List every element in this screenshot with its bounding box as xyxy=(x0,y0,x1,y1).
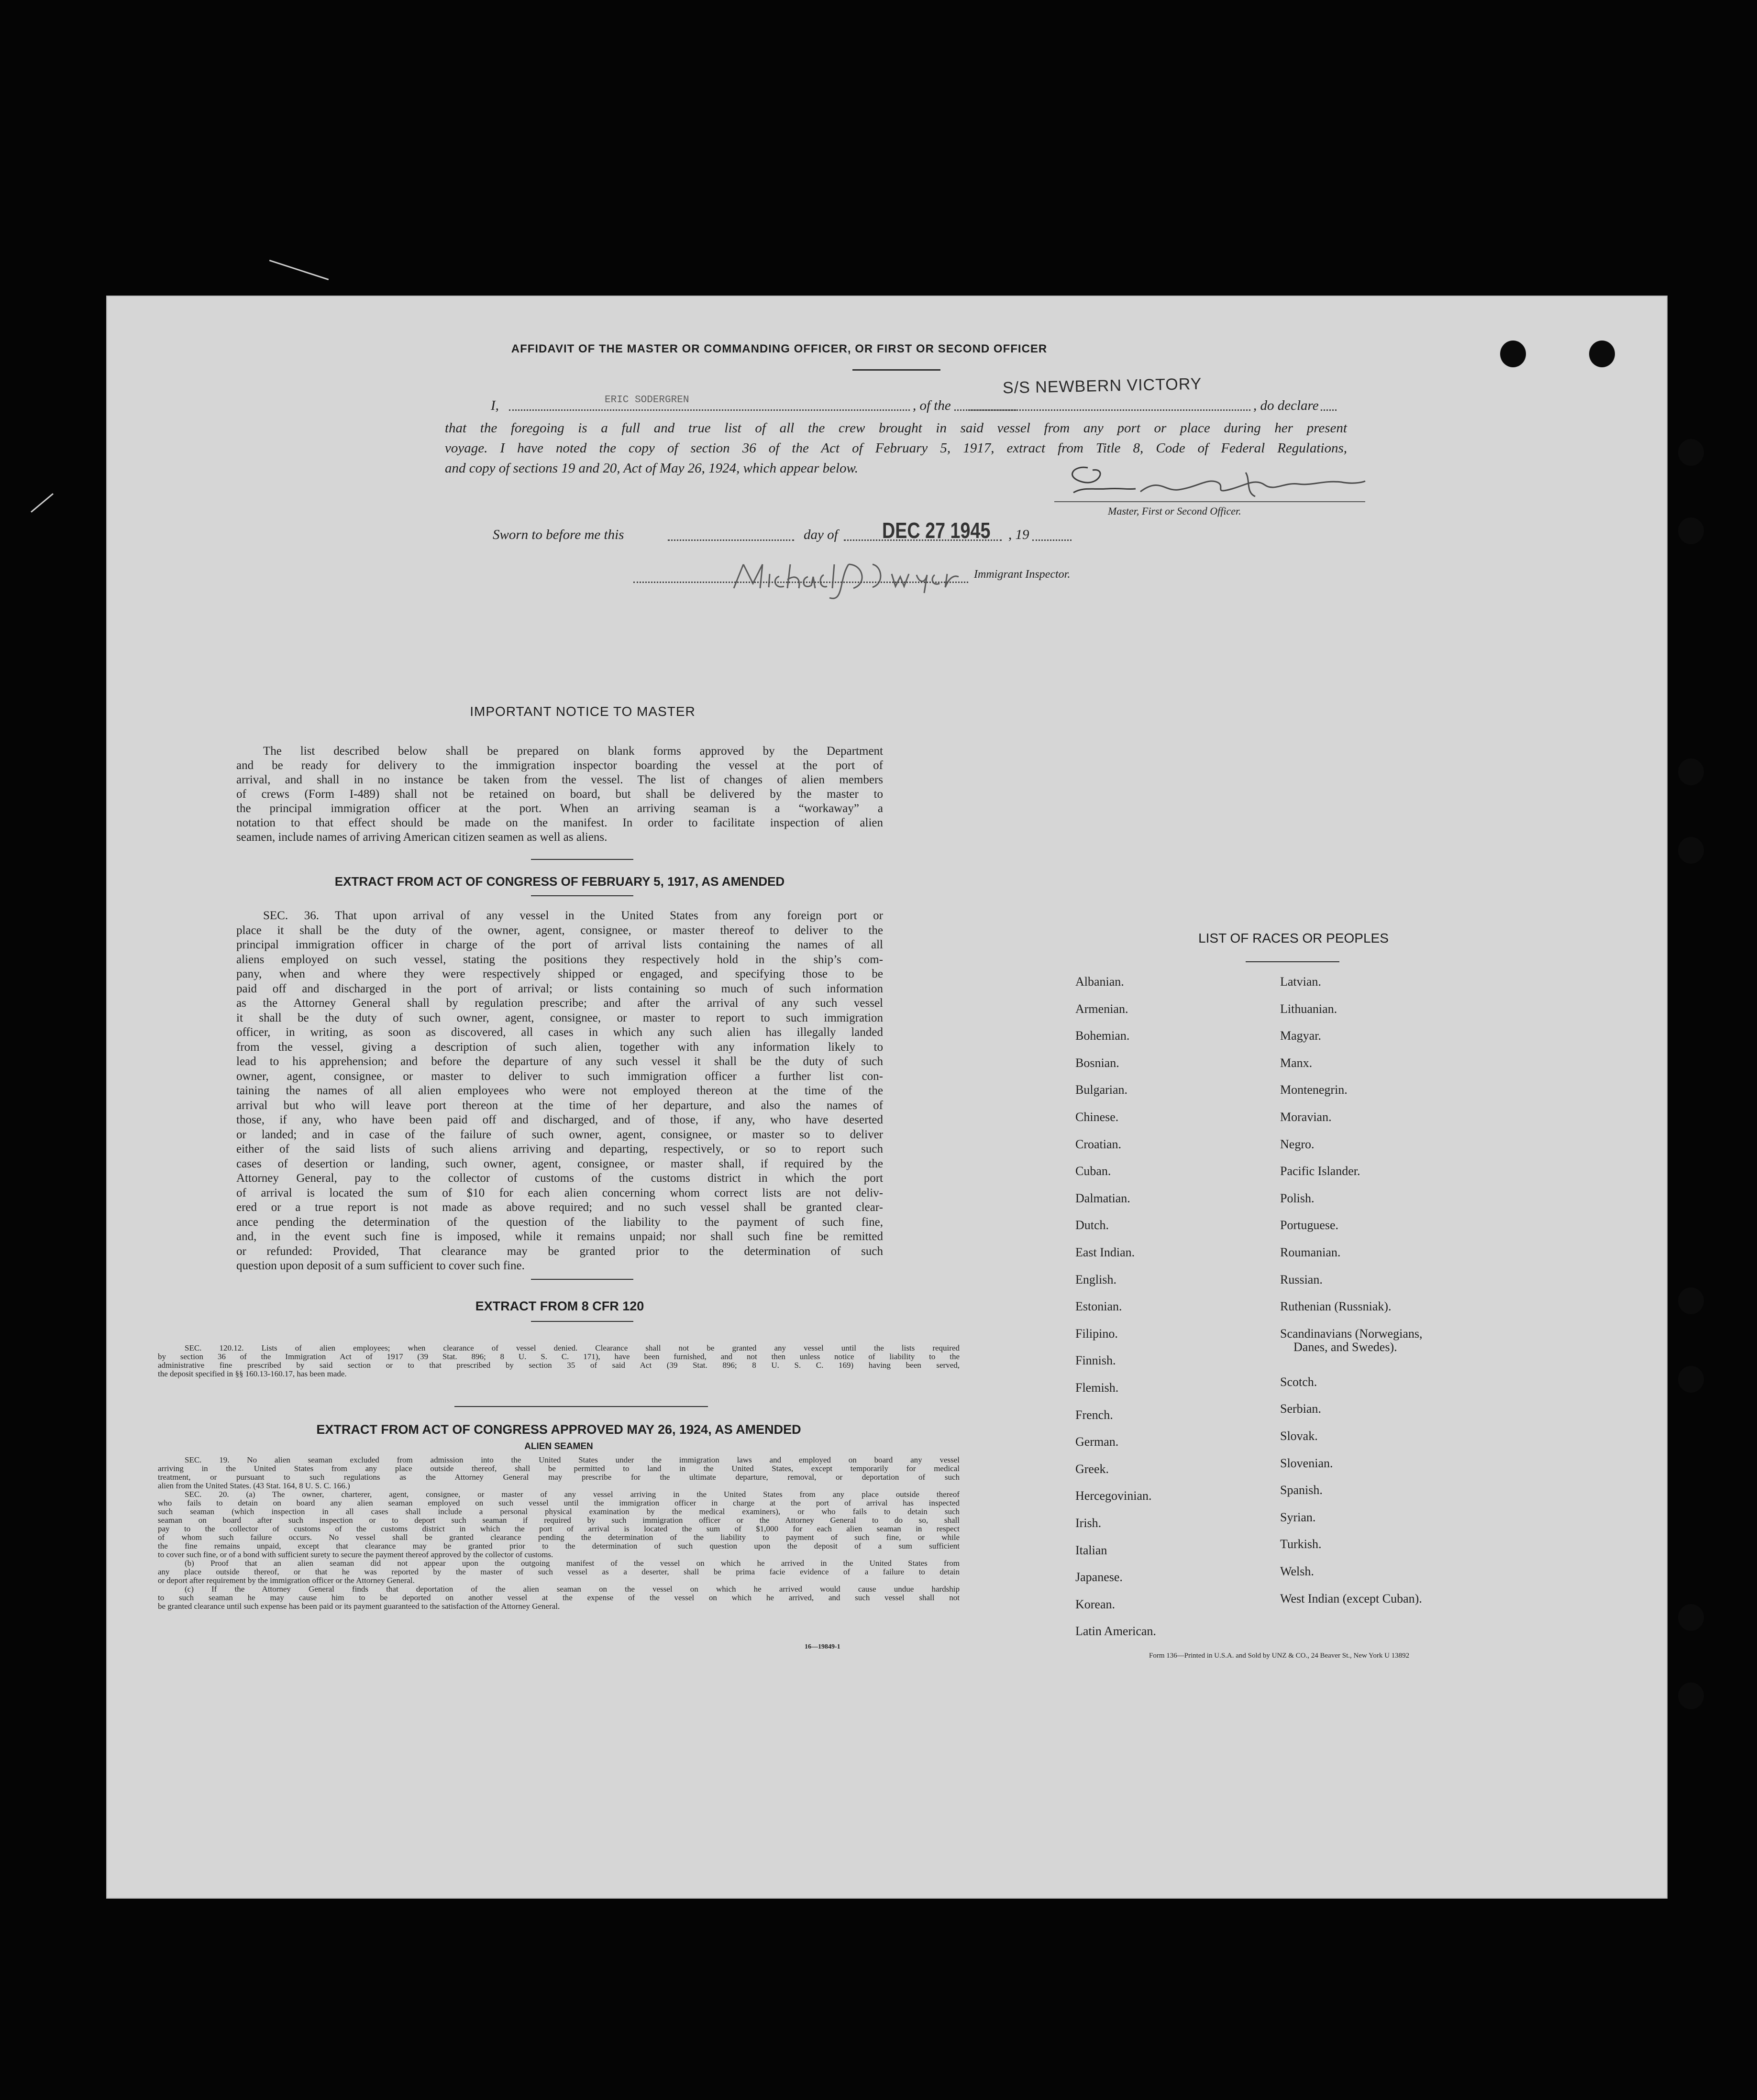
text-line: be granted clearance until such expense has been paid or its payment guaranteed to the satisfaction of the Attorney General. xyxy=(158,1602,560,1611)
race-item: Syrian. xyxy=(1280,1510,1316,1524)
races-title: LIST OF RACES OR PEOPLES xyxy=(1198,931,1389,946)
manifest-back-page xyxy=(106,296,1668,1899)
race-item: Croatian. xyxy=(1075,1137,1122,1151)
punch-hole xyxy=(1589,341,1615,367)
of-the-text: , of the xyxy=(911,398,953,414)
race-item: Spanish. xyxy=(1280,1483,1323,1497)
race-item: West Indian (except Cuban). xyxy=(1280,1591,1422,1605)
text-line: SEC. 20. (a) The owner, charterer, agent, consignee, or master of any vessel arriving in the United States from any place outside thereof xyxy=(185,1490,960,1499)
race-item: Bosnian. xyxy=(1075,1055,1119,1070)
text-line: of crews (Form I-489) shall not be retained on board, but shall be delivered by the master to xyxy=(236,788,883,801)
master-caption: Master, First or Second Officer. xyxy=(1108,505,1241,517)
race-item: Moravian. xyxy=(1280,1110,1332,1124)
punch-hole xyxy=(1678,517,1704,544)
text-line: arrival, and shall in no instance be taken from the vessel. The list of changes of alien members xyxy=(236,773,883,786)
notice-body xyxy=(236,744,883,845)
text-line: by section 36 of the Immigration Act of 1917 (39 Stat. 896; 8 U. S. C. 171), have been furnished, and not then unless notice of liability to the xyxy=(158,1352,960,1361)
extract-1924-body xyxy=(158,1456,960,1611)
text-line: and, in the event such fine is imposed, while it remains unpaid; nor shall such fine be remitted xyxy=(236,1230,883,1243)
date-stamp: DEC 27 1945 xyxy=(882,518,991,543)
extract-1924-title: EXTRACT FROM ACT OF CONGRESS APPROVED MAY 26, 1924, AS AMENDED xyxy=(316,1422,801,1437)
extract-1917-body xyxy=(236,909,883,1274)
text-line: (b) Proof that an alien seaman did not appear upon the outgoing manifest of the vessel on which he arrived in the United States from xyxy=(185,1559,960,1568)
title-rule xyxy=(852,369,940,371)
race-item: Latvian. xyxy=(1280,975,1321,989)
race-item: German. xyxy=(1075,1435,1119,1449)
race-item: Finnish. xyxy=(1075,1353,1116,1368)
punch-hole xyxy=(1678,1366,1704,1393)
text-line: and be ready for delivery to the immigration inspector boarding the vessel at the port of xyxy=(236,759,883,772)
text-line: or landed; and in case of the failure of such owner, agent, consignee, or master so to deliver xyxy=(236,1128,883,1141)
day-of-text: day of xyxy=(804,527,838,542)
extract-1917-end-rule xyxy=(531,1279,633,1280)
affidavit-line-2: voyage. I have noted the copy of section 36 of the Act of February 5, 1917, extract from Title 8, Code of Federal Regulations, xyxy=(445,440,1347,456)
master-name-typed: ERIC SODERGREN xyxy=(605,395,689,406)
text-line: SEC. 120.12. Lists of alien employees; when clearance of vessel denied. Clearance shall not be granted any vessel until the lists required xyxy=(185,1344,960,1352)
text-line: arrival but who will leave port thereon at the time of her departure, and also the names of xyxy=(236,1099,883,1112)
text-line: the deposit specified in §§ 160.13-160.17, has been made. xyxy=(158,1370,347,1378)
text-line: such seaman (which inspection in all cases shall include a personal physical examination by the medical examiners), or who fails to detain such xyxy=(158,1507,960,1516)
text-line: lead to his apprehension; and before the departure of any such vessel it shall be the duty of such xyxy=(236,1055,883,1068)
race-item: Flemish. xyxy=(1075,1381,1119,1395)
vessel-name-stamp: S/S NEWBERN VICTORY xyxy=(1002,374,1202,397)
race-item: Dutch. xyxy=(1075,1218,1109,1232)
race-item: Scotch. xyxy=(1280,1374,1317,1389)
race-item: East Indian. xyxy=(1075,1245,1135,1259)
text-line: either of the said lists of such aliens arriving and departing, respectively, or so to report such xyxy=(236,1143,883,1155)
race-item: Portuguese. xyxy=(1280,1218,1339,1232)
text-line: those, if any, who have been paid off and discharged, and of those, if any, who have deserted xyxy=(236,1113,883,1126)
affidavit-title: AFFIDAVIT OF THE MASTER OR COMMANDING OFFICER, OR FIRST OR SECOND OFFICER xyxy=(511,342,1048,355)
punch-hole xyxy=(1678,1682,1704,1709)
text-line: officer, in writing, as soon as discovered, all cases in which any such alien has illegally landed xyxy=(236,1026,883,1039)
text-line: ered or a true report is not made as above required; and no such vessel shall be granted clear- xyxy=(236,1201,883,1214)
extract-1917-title: EXTRACT FROM ACT OF CONGRESS OF FEBRUARY 5, 1917, AS AMENDED xyxy=(334,874,785,889)
film-scratch xyxy=(31,493,54,513)
race-item: Armenian. xyxy=(1075,1001,1128,1016)
year-line xyxy=(1032,539,1072,541)
race-item: Bulgarian. xyxy=(1075,1083,1128,1097)
text-line: treatment, or pursuant to such regulations as the Attorney General may prescribe for the ultimate departure, removal, or deportation of such xyxy=(158,1473,960,1482)
text-line: paid off and discharged in the port of arrival; or lists containing so much of such information xyxy=(236,982,883,995)
notice-rule xyxy=(531,859,633,860)
race-item: Serbian. xyxy=(1280,1402,1321,1416)
affidavit-i: I, xyxy=(491,398,499,413)
race-item: Albanian. xyxy=(1075,975,1124,989)
extract-cfr-title: EXTRACT FROM 8 CFR 120 xyxy=(475,1299,644,1313)
race-item: Latin American. xyxy=(1075,1624,1156,1638)
text-line: SEC. 19. No alien seaman excluded from admission into the United States under the immigration laws and employed on board any vessel xyxy=(185,1456,960,1464)
text-line: ance pending the determination of the question of the liability to the payment of such fine, xyxy=(236,1215,883,1229)
race-item: Hercegovinian. xyxy=(1075,1489,1152,1503)
punch-hole xyxy=(1678,1604,1704,1631)
text-line: seaman on board after such inspection or to deport such seaman if required by such immigration officer or the Attorney General to do so, shall xyxy=(158,1516,960,1525)
punch-hole xyxy=(1678,837,1704,864)
text-line: place it shall be the duty of the owner, agent, consignee, or master thereof to deliver to the xyxy=(236,924,883,937)
text-line: to such seaman he may cause him to be deported on another vessel at the expense of the vessel on which he arrived, and such vessel shall not xyxy=(158,1594,960,1602)
text-line: of whom such failure occurs. No vessel shall be granted clearance pending the determination of the liability to payment of such fine, or while xyxy=(158,1533,960,1542)
race-item: Japanese. xyxy=(1075,1570,1123,1584)
text-line: cases of desertion or landing, such owner, agent, consignee, or master shall, if required by the xyxy=(236,1157,883,1170)
race-item: Ruthenian (Russniak). xyxy=(1280,1299,1392,1314)
inspector-caption: Immigrant Inspector. xyxy=(974,568,1071,581)
extract-cfr-rule xyxy=(531,1321,633,1322)
text-line: or refunded: Provided, That clearance may be granted prior to the determination of such xyxy=(236,1244,883,1258)
race-item: Dalmatian. xyxy=(1075,1191,1130,1205)
text-line: administrative fine prescribed by said section or to that prescribed by section 35 of said Act (39 Stat. 896; 8 U. S. C. 169) having been served, xyxy=(158,1361,960,1370)
text-line: or deport after requirement by the immigration officer or the Attorney General. xyxy=(158,1576,415,1585)
race-item: French. xyxy=(1075,1407,1113,1422)
text-line: taining the names of all alien employees who were not employed thereon at the time of the xyxy=(236,1084,883,1097)
master-signature xyxy=(1054,449,1370,506)
text-line: to cover such fine, or of a bond with sufficient surety to secure the payment thereof approved by the collector of customs. xyxy=(158,1550,553,1559)
race-item: Filipino. xyxy=(1075,1326,1118,1341)
race-item: Cuban. xyxy=(1075,1164,1111,1178)
text-line: the principal immigration officer at the port. When an arriving seaman is a “workaway” a xyxy=(236,802,883,815)
extract-1924-subtitle: ALIEN SEAMEN xyxy=(524,1441,593,1451)
sworn-text: Sworn to before me this xyxy=(493,527,624,542)
race-item: Scandinavians (Norwegians, xyxy=(1280,1326,1423,1341)
race-item: Lithuanian. xyxy=(1280,1001,1337,1016)
text-line: principal immigration officer in charge of the port of arrival lists containing the names of all xyxy=(236,938,883,951)
text-line: The list described below shall be prepared on blank forms approved by the Department xyxy=(263,745,883,758)
race-item: Chinese. xyxy=(1075,1110,1119,1124)
form-code: 16—19849-1 xyxy=(805,1643,840,1650)
text-line: owner, agent, consignee, or master to deliver to such immigration officer a further list con- xyxy=(236,1069,883,1083)
race-item: Slovenian. xyxy=(1280,1456,1333,1470)
text-line: SEC. 36. That upon arrival of any vessel in the United States from any foreign port or xyxy=(263,909,883,922)
extract-1917-rule xyxy=(531,895,633,896)
text-line: who fails to detain on board any alien seaman employed on such vessel until the immigration officer in charge at the port of arrival has inspected xyxy=(158,1499,960,1507)
text-line: pany, when and where they were respectively shipped or engaged, and specifying those to be xyxy=(236,968,883,980)
printer-line: Form 136—Printed in U.S.A. and Sold by UNZ & CO., 24 Beaver St., New York U 13892 xyxy=(1149,1652,1410,1660)
race-item: Polish. xyxy=(1280,1191,1315,1205)
race-item: Russian. xyxy=(1280,1272,1323,1286)
punch-hole xyxy=(1500,341,1526,367)
punch-hole xyxy=(1678,759,1704,785)
punch-hole xyxy=(1678,439,1704,466)
inspector-line xyxy=(633,582,968,583)
master-signature-line xyxy=(1054,501,1365,502)
race-item: Korean. xyxy=(1075,1597,1116,1611)
year-suffix: , 19 xyxy=(1008,527,1029,542)
race-item: Slovak. xyxy=(1280,1429,1318,1443)
race-item: English. xyxy=(1075,1272,1116,1286)
race-item: Danes, and Swedes). xyxy=(1293,1340,1397,1354)
text-line: Attorney General, pay to the collector of customs of the customs district in which the port xyxy=(236,1172,883,1185)
do-declare-text: , do declare xyxy=(1251,398,1321,414)
notice-title: IMPORTANT NOTICE TO MASTER xyxy=(470,704,696,719)
race-item: Manx. xyxy=(1280,1055,1313,1070)
text-line: from the vessel, giving a description of such alien, together with any information likely to xyxy=(236,1040,883,1054)
race-item: Pacific Islander. xyxy=(1280,1164,1360,1178)
text-line: (c) If the Attorney General finds that deportation of the alien seaman on the vessel on which he arrived would cause undue hardship xyxy=(185,1585,960,1594)
race-item: Montenegrin. xyxy=(1280,1083,1348,1097)
race-item: Italian xyxy=(1075,1543,1107,1557)
race-item: Roumanian. xyxy=(1280,1245,1341,1259)
text-line: alien from the United States. (43 Stat. 164, 8 U. S. C. 166.) xyxy=(158,1482,350,1490)
film-scratch xyxy=(269,260,329,280)
text-line: as the Attorney General shall by regulation prescribe; and after the arrival of any such vessel xyxy=(236,997,883,1010)
race-item: Bohemian. xyxy=(1075,1029,1130,1043)
race-item: Turkish. xyxy=(1280,1537,1322,1551)
text-line: it shall be the duty of such owner, agent, consignee, or master to report to such immigration xyxy=(236,1011,883,1024)
race-item: Negro. xyxy=(1280,1137,1315,1151)
punch-hole xyxy=(1678,1287,1704,1314)
races-rule xyxy=(1246,961,1339,962)
text-line: notation to that effect should be made on the manifest. In order to facilitate inspection of alien xyxy=(236,816,883,829)
race-item: Irish. xyxy=(1075,1516,1102,1530)
text-line: aliens employed on such vessel, stating the positions they respectively hold in the ship’s com- xyxy=(236,953,883,966)
text-line: the fine remains unpaid, except that clearance may be granted prior to the determination of such question upon the deposit of a sum sufficient xyxy=(158,1542,960,1550)
text-line: arriving in the United States from any place outside thereof, shall be permitted to land in the United States, except temporarily for medical xyxy=(158,1464,960,1473)
race-item: Welsh. xyxy=(1280,1564,1314,1578)
inspector-signature xyxy=(681,550,987,603)
race-item: Magyar. xyxy=(1280,1029,1321,1043)
extract-cfr-end-rule xyxy=(454,1406,708,1407)
sworn-day-line xyxy=(668,539,794,541)
extract-cfr-body xyxy=(158,1344,960,1378)
affidavit-line-3: and copy of sections 19 and 20, Act of May 26, 1924, which appear below. xyxy=(445,461,858,476)
race-item: Greek. xyxy=(1075,1462,1109,1476)
text-line: of arrival is located the sum of $10 for each alien concerning whom correct lists are not deliv- xyxy=(236,1186,883,1199)
text-line: any place outside thereof, or that he was reported by the master of such vessel as a deserter, shall be prima facie evidence of a failure to detain xyxy=(158,1568,960,1576)
affidavit-line-1: that the foregoing is a full and true list of all the crew brought in said vessel from any port or place during her present xyxy=(445,420,1347,436)
text-line: pay to the collector of customs of the customs district in which the port of arrival is located the sum of $1,000 for each alien seaman in respect xyxy=(158,1525,960,1533)
text-line: seamen, include names of arriving American citizen seamen as well as aliens. xyxy=(236,831,608,844)
text-line: question upon deposit of a sum sufficient to cover such fine. xyxy=(236,1259,525,1272)
race-item: Estonian. xyxy=(1075,1299,1122,1314)
